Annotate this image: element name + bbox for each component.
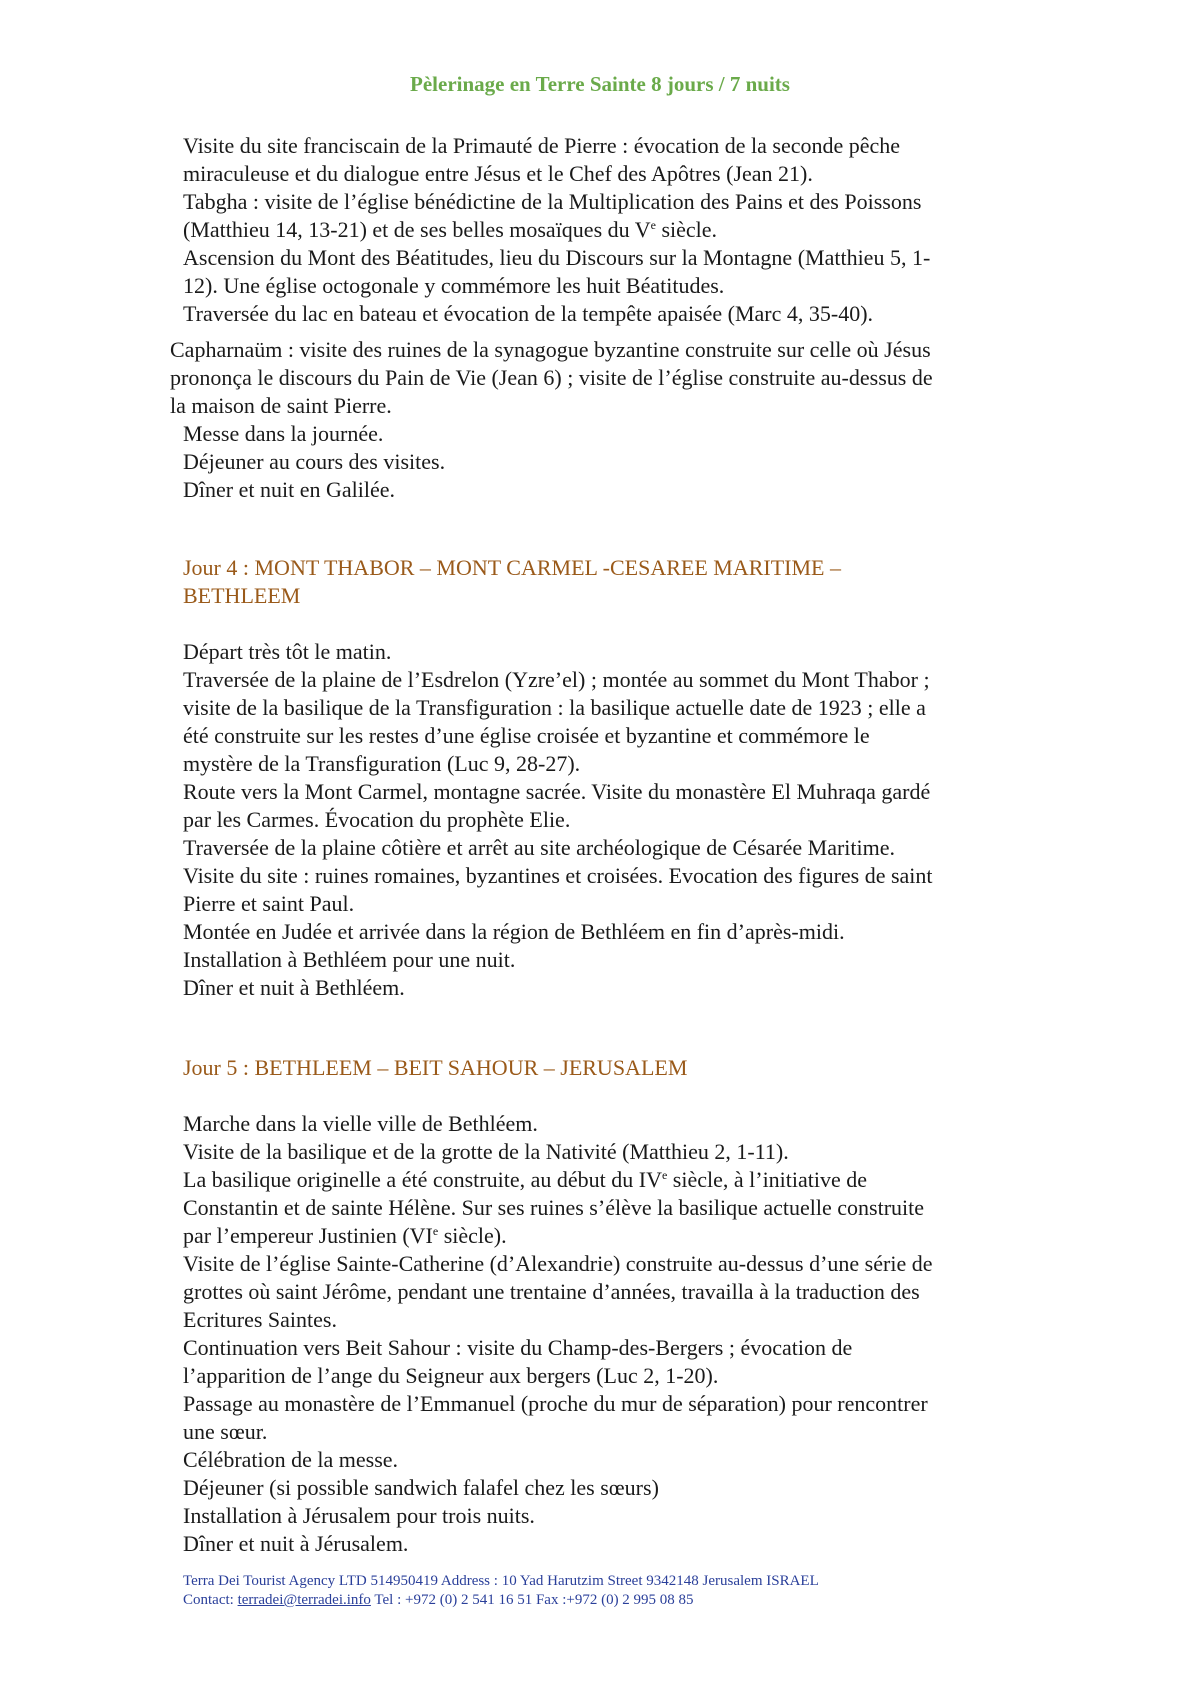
paragraph-line: la maison de saint Pierre. xyxy=(170,393,392,418)
paragraph-line: prononça le discours du Pain de Vie (Jean 6) ; visite de l’église construite au-dessus de xyxy=(170,365,933,390)
superscript: e xyxy=(661,1168,668,1182)
page-title: Pèlerinage en Terre Sainte 8 jours / 7 nuits xyxy=(410,72,790,96)
contact-label: Contact: xyxy=(183,1592,238,1608)
paragraph-line: Dîner et nuit à Jérusalem. xyxy=(183,1531,409,1556)
paragraph-line: Messe dans la journée. xyxy=(183,421,384,446)
paragraph-line xyxy=(183,216,717,244)
paragraph-line: Départ très tôt le matin. xyxy=(183,639,392,664)
paragraph-line: grottes où saint Jérôme, pendant une trentaine d’années, travailla à la traduction des xyxy=(183,1279,920,1304)
paragraph-line: Marche dans la vielle ville de Bethléem. xyxy=(183,1111,538,1136)
superscript: e xyxy=(432,1224,439,1238)
text-span: (Matthieu 14, 13-21) et de ses belles mosaïques du V xyxy=(183,217,651,242)
paragraph-line: Installation à Jérusalem pour trois nuits. xyxy=(183,1503,535,1528)
text-span: siècle, à l’initiative de xyxy=(667,1167,868,1192)
paragraph-line: Visite de l’église Sainte-Catherine (d’Alexandrie) construite au-dessus d’une série de xyxy=(183,1251,933,1276)
paragraph-line: Route vers la Mont Carmel, montagne sacrée. Visite du monastère El Muhraqa gardé xyxy=(183,779,931,804)
paragraph-line: mystère de la Transfiguration (Luc 9, 28-27). xyxy=(183,751,581,776)
paragraph-line: Installation à Bethléem pour une nuit. xyxy=(183,947,516,972)
text-span: par l’empereur Justinien (VI xyxy=(183,1223,433,1248)
day-heading: Jour 5 : BETHLEEM – BEIT SAHOUR – JERUSALEM xyxy=(183,1055,688,1080)
paragraph-line: Tabgha : visite de l’église bénédictine de la Multiplication des Pains et des Poissons xyxy=(183,189,922,214)
paragraph-line: Visite de la basilique et de la grotte de la Nativité (Matthieu 2, 1-11). xyxy=(183,1139,789,1164)
paragraph-line: Célébration de la messe. xyxy=(183,1447,399,1472)
paragraph-line: Dîner et nuit à Bethléem. xyxy=(183,975,405,1000)
paragraph-line: Ascension du Mont des Béatitudes, lieu du Discours sur la Montagne (Matthieu 5, 1- xyxy=(183,245,931,270)
paragraph-line: Traversée de la plaine de l’Esdrelon (Yzre’el) ; montée au sommet du Mont Thabor ; xyxy=(183,667,930,692)
day-heading: Jour 4 : MONT THABOR – MONT CARMEL -CESAREE MARITIME – xyxy=(183,555,841,580)
footer-address: Terra Dei Tourist Agency LTD 514950419 Address : 10 Yad Harutzim Street 9342148 Jerusalem ISRAEL xyxy=(183,1573,819,1589)
contact-phone-fax: Tel : +972 (0) 2 541 16 51 Fax :+972 (0) 2 995 08 85 xyxy=(370,1592,694,1608)
day-heading: BETHLEEM xyxy=(183,583,301,608)
paragraph-line: 12). Une église octogonale y commémore les huit Béatitudes. xyxy=(183,273,725,298)
paragraph-line: Déjeuner (si possible sandwich falafel chez les sœurs) xyxy=(183,1475,659,1500)
paragraph-line: Traversée de la plaine côtière et arrêt au site archéologique de Césarée Maritime. xyxy=(183,835,896,860)
paragraph-line: une sœur. xyxy=(183,1419,268,1444)
paragraph-line: Visite du site franciscain de la Primauté de Pierre : évocation de la seconde pêche xyxy=(183,133,901,158)
paragraph-line: Déjeuner au cours des visites. xyxy=(183,449,446,474)
paragraph-line: miraculeuse et du dialogue entre Jésus et le Chef des Apôtres (Jean 21). xyxy=(183,161,813,186)
footer-contact xyxy=(183,1591,694,1610)
paragraph-line: Capharnaüm : visite des ruines de la synagogue byzantine construite sur celle où Jésus xyxy=(170,337,931,362)
paragraph-line: Ecritures Saintes. xyxy=(183,1307,337,1332)
paragraph-line: l’apparition de l’ange du Seigneur aux bergers (Luc 2, 1-20). xyxy=(183,1363,719,1388)
paragraph-line: par les Carmes. Évocation du prophète Elie. xyxy=(183,807,571,832)
paragraph-line: Pierre et saint Paul. xyxy=(183,891,355,916)
text-span: La basilique originelle a été construite, au début du IV xyxy=(183,1167,662,1192)
paragraph-line: Passage au monastère de l’Emmanuel (proche du mur de séparation) pour rencontrer xyxy=(183,1391,928,1416)
paragraph-line: Continuation vers Beit Sahour : visite du Champ-des-Bergers ; évocation de xyxy=(183,1335,853,1360)
paragraph-line: Visite du site : ruines romaines, byzantines et croisées. Evocation des figures de saint xyxy=(183,863,933,888)
text-span: siècle). xyxy=(438,1223,507,1248)
paragraph-line: Constantin et de sainte Hélène. Sur ses ruines s’élève la basilique actuelle construite xyxy=(183,1195,925,1220)
paragraph-line: Dîner et nuit en Galilée. xyxy=(183,477,395,502)
paragraph-line xyxy=(183,1222,507,1250)
paragraph-line: visite de la basilique de la Transfiguration : la basilique actuelle date de 1923 ; elle a xyxy=(183,695,926,720)
paragraph-line: Montée en Judée et arrivée dans la région de Bethléem en fin d’après-midi. xyxy=(183,919,845,944)
superscript: e xyxy=(650,218,656,232)
paragraph-line xyxy=(183,1166,867,1194)
paragraph-line: Traversée du lac en bateau et évocation de la tempête apaisée (Marc 4, 35-40). xyxy=(183,301,874,326)
paragraph-line: été construite sur les restes d’une église croisée et byzantine et commémore le xyxy=(183,723,870,748)
email-link[interactable]: terradei@terradei.info xyxy=(237,1592,371,1608)
text-span: siècle. xyxy=(655,217,718,242)
